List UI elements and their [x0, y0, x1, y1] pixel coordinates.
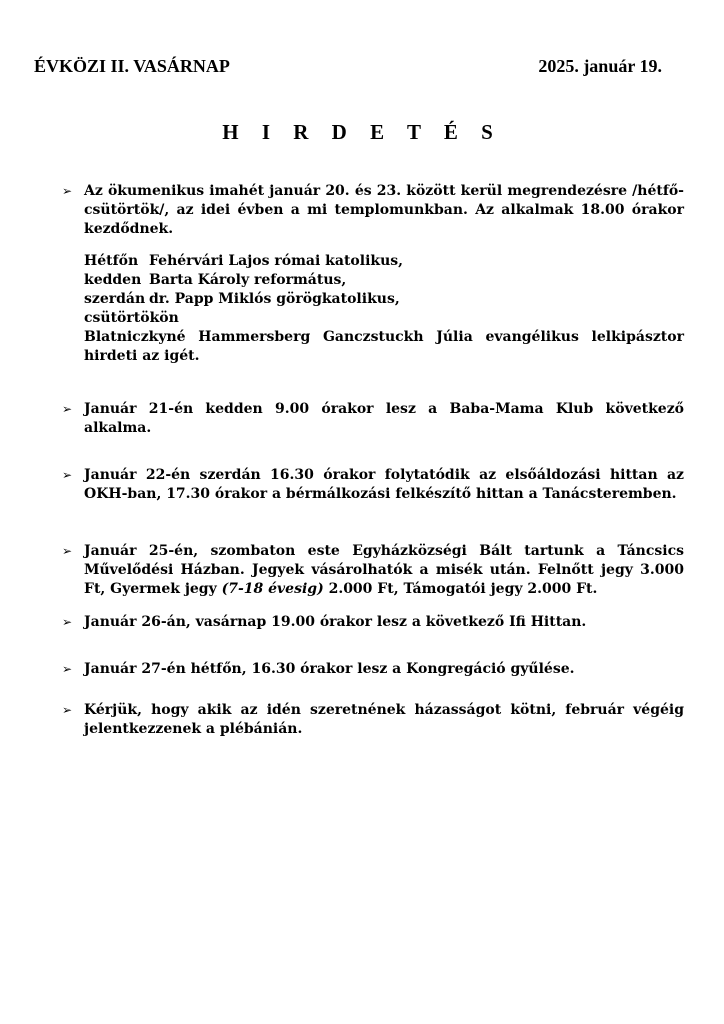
announcement-text: Kérjük, hogy akik az idén szeretnének házasságot kötni, február végéig jelentkezzenek a plébánián. — [84, 702, 684, 737]
schedule-row — [84, 252, 684, 271]
schedule-list — [84, 252, 684, 366]
announcement-item — [62, 660, 684, 679]
arrow-bullet-icon: ➢ — [62, 402, 73, 416]
announcement-text-emphasis: (7-18 évesig) — [221, 581, 324, 597]
announcement-text-part: Január 25-én, szombaton este Egyházközségi Bált tartunk a Táncsics Művelődési Házban. Jegyek vásárolhatók a misék után. Felnőtt jegy 3.000 Ft, Gyermek jegy — [84, 543, 684, 597]
arrow-bullet-icon: ➢ — [62, 615, 73, 629]
announcement-text: Január 26-án, vasárnap 19.00 órakor lesz a következő Ifi Hittan. — [84, 614, 587, 630]
schedule-person: Fehérvári Lajos római katolikus, — [149, 253, 404, 269]
announcement-text-part: 2.000 Ft, Támogatói jegy 2.000 Ft. — [323, 581, 598, 597]
schedule-closing: Blatniczkyné Hammersberg Ganczstuckh Júlia evangélikus lelkipásztor hirdeti az igét. — [84, 329, 684, 364]
page-title: H I R D E T É S — [222, 120, 502, 144]
schedule-person: dr. Papp Miklós görögkatolikus, — [149, 291, 400, 307]
announcement-text: Január 27-én hétfőn, 16.30 órakor lesz a Kongregáció gyűlése. — [84, 661, 575, 677]
announcement-text: Január 21-én kedden 9.00 órakor lesz a Baba-Mama Klub következő alkalma. — [84, 401, 684, 436]
announcement-text — [84, 542, 684, 599]
schedule-day: kedden — [84, 272, 142, 288]
announcement-item — [62, 613, 684, 632]
announcement-item — [62, 400, 684, 438]
announcement-item — [62, 542, 684, 599]
arrow-bullet-icon: ➢ — [62, 662, 73, 676]
schedule-day: szerdán — [84, 291, 146, 307]
arrow-bullet-icon: ➢ — [62, 184, 73, 198]
announcement-item — [62, 466, 684, 504]
schedule-person: Barta Károly református, — [149, 272, 347, 288]
arrow-bullet-icon: ➢ — [62, 544, 73, 558]
date: 2025. január 19. — [538, 56, 662, 76]
announcement-item — [62, 701, 684, 739]
schedule-row — [84, 309, 684, 328]
schedule-row — [84, 271, 684, 290]
announcement-text: Január 22-én szerdán 16.30 órakor folytatódik az elsőáldozási hittan az OKH-ban, 17.30 órakor a bérmálkozási felkészítő hittan a Tanácsteremben. — [84, 467, 684, 502]
announcement-text: Az ökumenikus imahét január 20. és 23. között kerül megrendezésre /hétfő-csütörtök/, az idei évben a mi templomunkban. Az alkalmak 18.00 órakor kezdődnek. — [84, 183, 684, 237]
schedule-day: csütörtökön — [84, 310, 179, 326]
announcement-item — [62, 182, 684, 366]
liturgical-day: ÉVKÖZI II. VASÁRNAP — [34, 56, 230, 76]
schedule-day: Hétfőn — [84, 253, 139, 269]
schedule-row — [84, 290, 684, 309]
header — [34, 56, 662, 77]
arrow-bullet-icon: ➢ — [62, 703, 73, 717]
arrow-bullet-icon: ➢ — [62, 468, 73, 482]
